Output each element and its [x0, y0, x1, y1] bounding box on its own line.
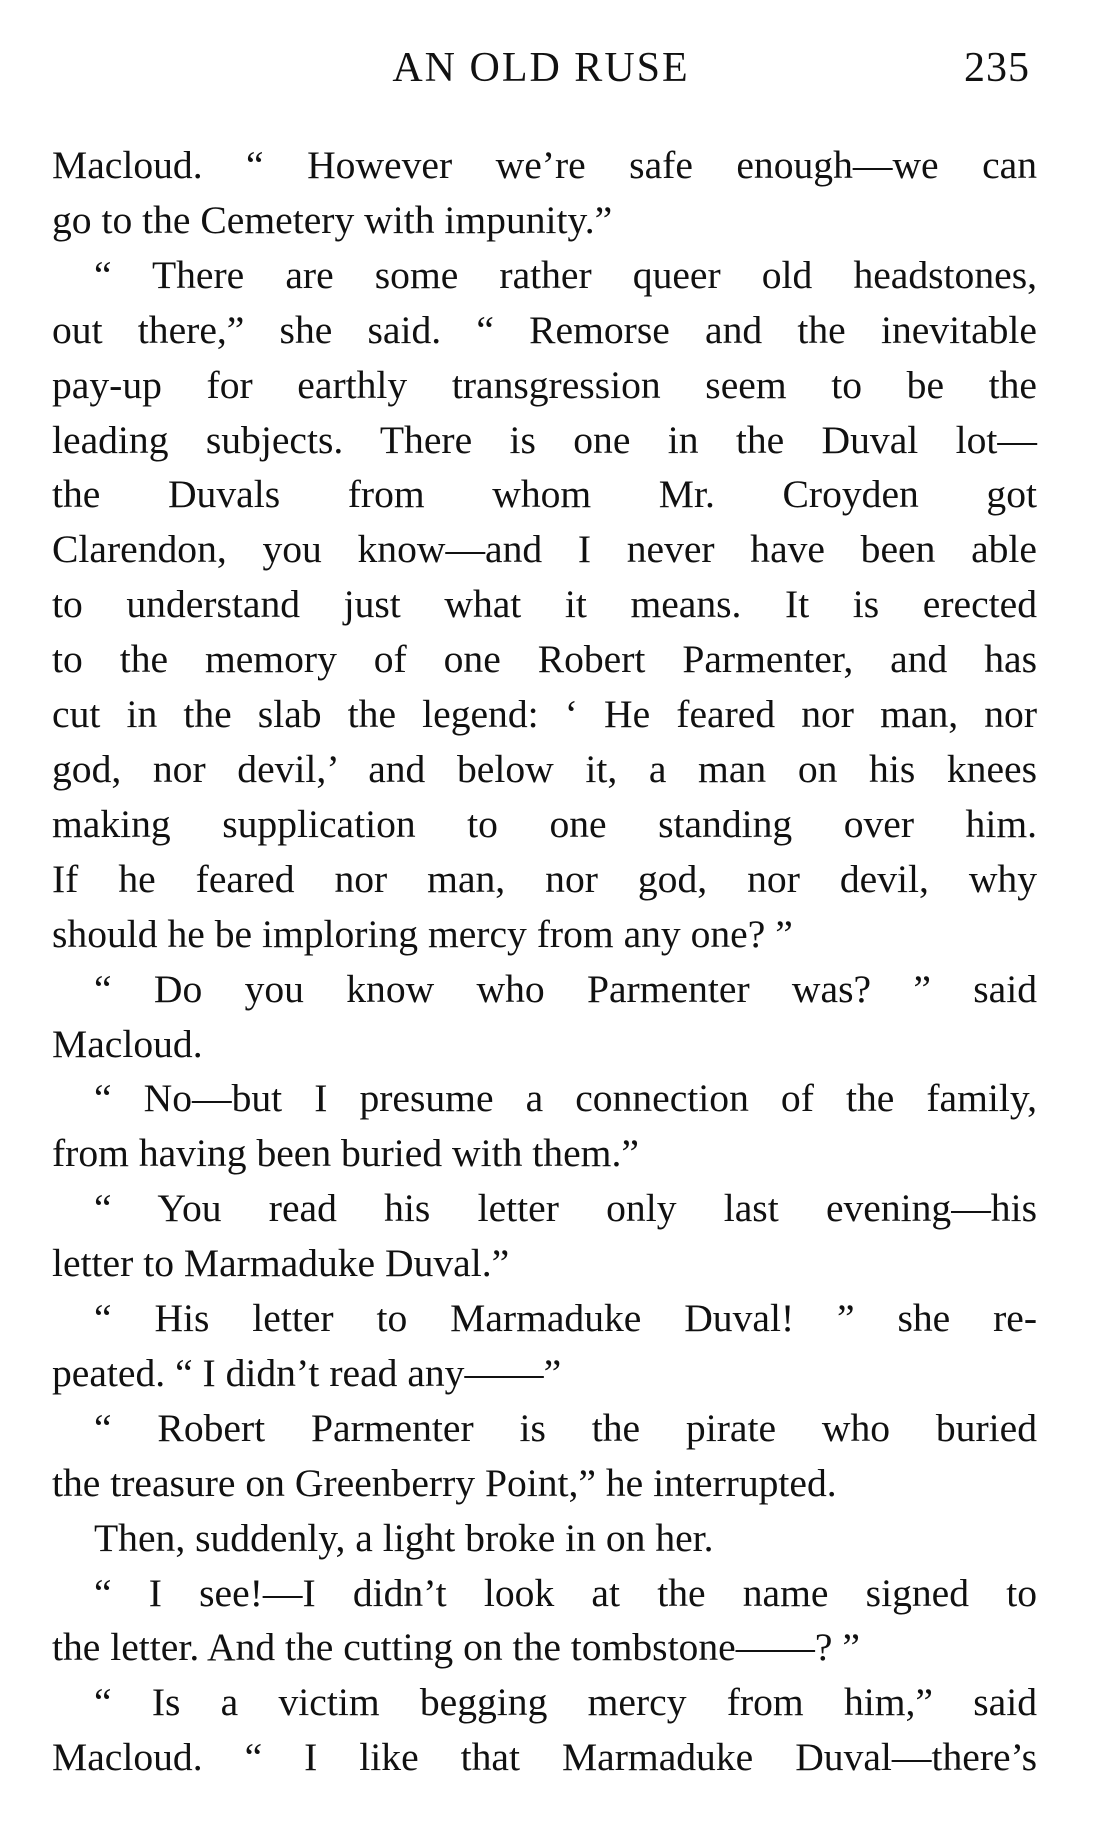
text-line: go to the Cemetery with impunity.” — [52, 197, 613, 242]
text-column — [52, 138, 1037, 1785]
text-line: “ Robert Parmenter is the pirate who buried — [94, 1405, 1037, 1450]
running-title: AN OLD RUSE — [392, 45, 690, 91]
text-line: Then, suddenly, a light broke in on her. — [94, 1515, 714, 1560]
text-line: “ His letter to Marmaduke Duval! ” she re- — [94, 1296, 1037, 1341]
text-line: letter to Marmaduke Duval.” — [52, 1241, 510, 1286]
text-line: from having been buried with them.” — [52, 1131, 639, 1176]
running-head — [52, 38, 1030, 98]
text-line: pay-up for earthly transgression seem to be the — [52, 362, 1037, 407]
text-line: Macloud. “ However we’re safe enough—we can — [52, 143, 1037, 187]
text-line: “ Do you know who Parmenter was? ” said — [94, 966, 1037, 1011]
text-line: peated. “ I didn’t read any——” — [52, 1350, 562, 1395]
text-line: to understand just what it means. It is erected — [52, 582, 1037, 627]
text-line: If he feared nor man, nor god, nor devil, why — [52, 856, 1037, 901]
text-line: to the memory of one Robert Parmenter, and has — [52, 637, 1037, 682]
text-line: “ You read his letter only last evening—his — [94, 1186, 1037, 1231]
text-line: should he be imploring mercy from any one? ” — [52, 911, 793, 956]
text-line: god, nor devil,’ and below it, a man on his knees — [52, 746, 1037, 791]
text-line: “ No—but I presume a connection of the family, — [94, 1076, 1037, 1121]
text-line: out there,” she said. “ Remorse and the inevitable — [52, 307, 1037, 352]
text-line: “ I see!—I didn’t look at the name signed to — [94, 1570, 1037, 1615]
text-line: Macloud. — [52, 1021, 203, 1066]
text-line: making supplication to one standing over him. — [52, 801, 1037, 846]
page-number: 235 — [964, 45, 1030, 91]
text-line: Clarendon, you know—and I never have been able — [52, 527, 1037, 572]
text-line: the letter. And the cutting on the tombstone——? ” — [52, 1625, 860, 1670]
body-text — [52, 138, 1037, 1785]
text-line: leading subjects. There is one in the Duval lot— — [52, 417, 1037, 462]
text-line: “ There are some rather queer old headstones, — [94, 252, 1037, 297]
text-line: “ Is a victim begging mercy from him,” said — [94, 1680, 1037, 1725]
text-line: Macloud. “ I like that Marmaduke Duval—there’s — [52, 1735, 1037, 1780]
text-line: the Duvals from whom Mr. Croyden got — [52, 472, 1037, 517]
text-line: cut in the slab the legend: ‘ He feared nor man, nor — [52, 692, 1037, 737]
text-line: the treasure on Greenberry Point,” he interrupted. — [52, 1460, 837, 1505]
